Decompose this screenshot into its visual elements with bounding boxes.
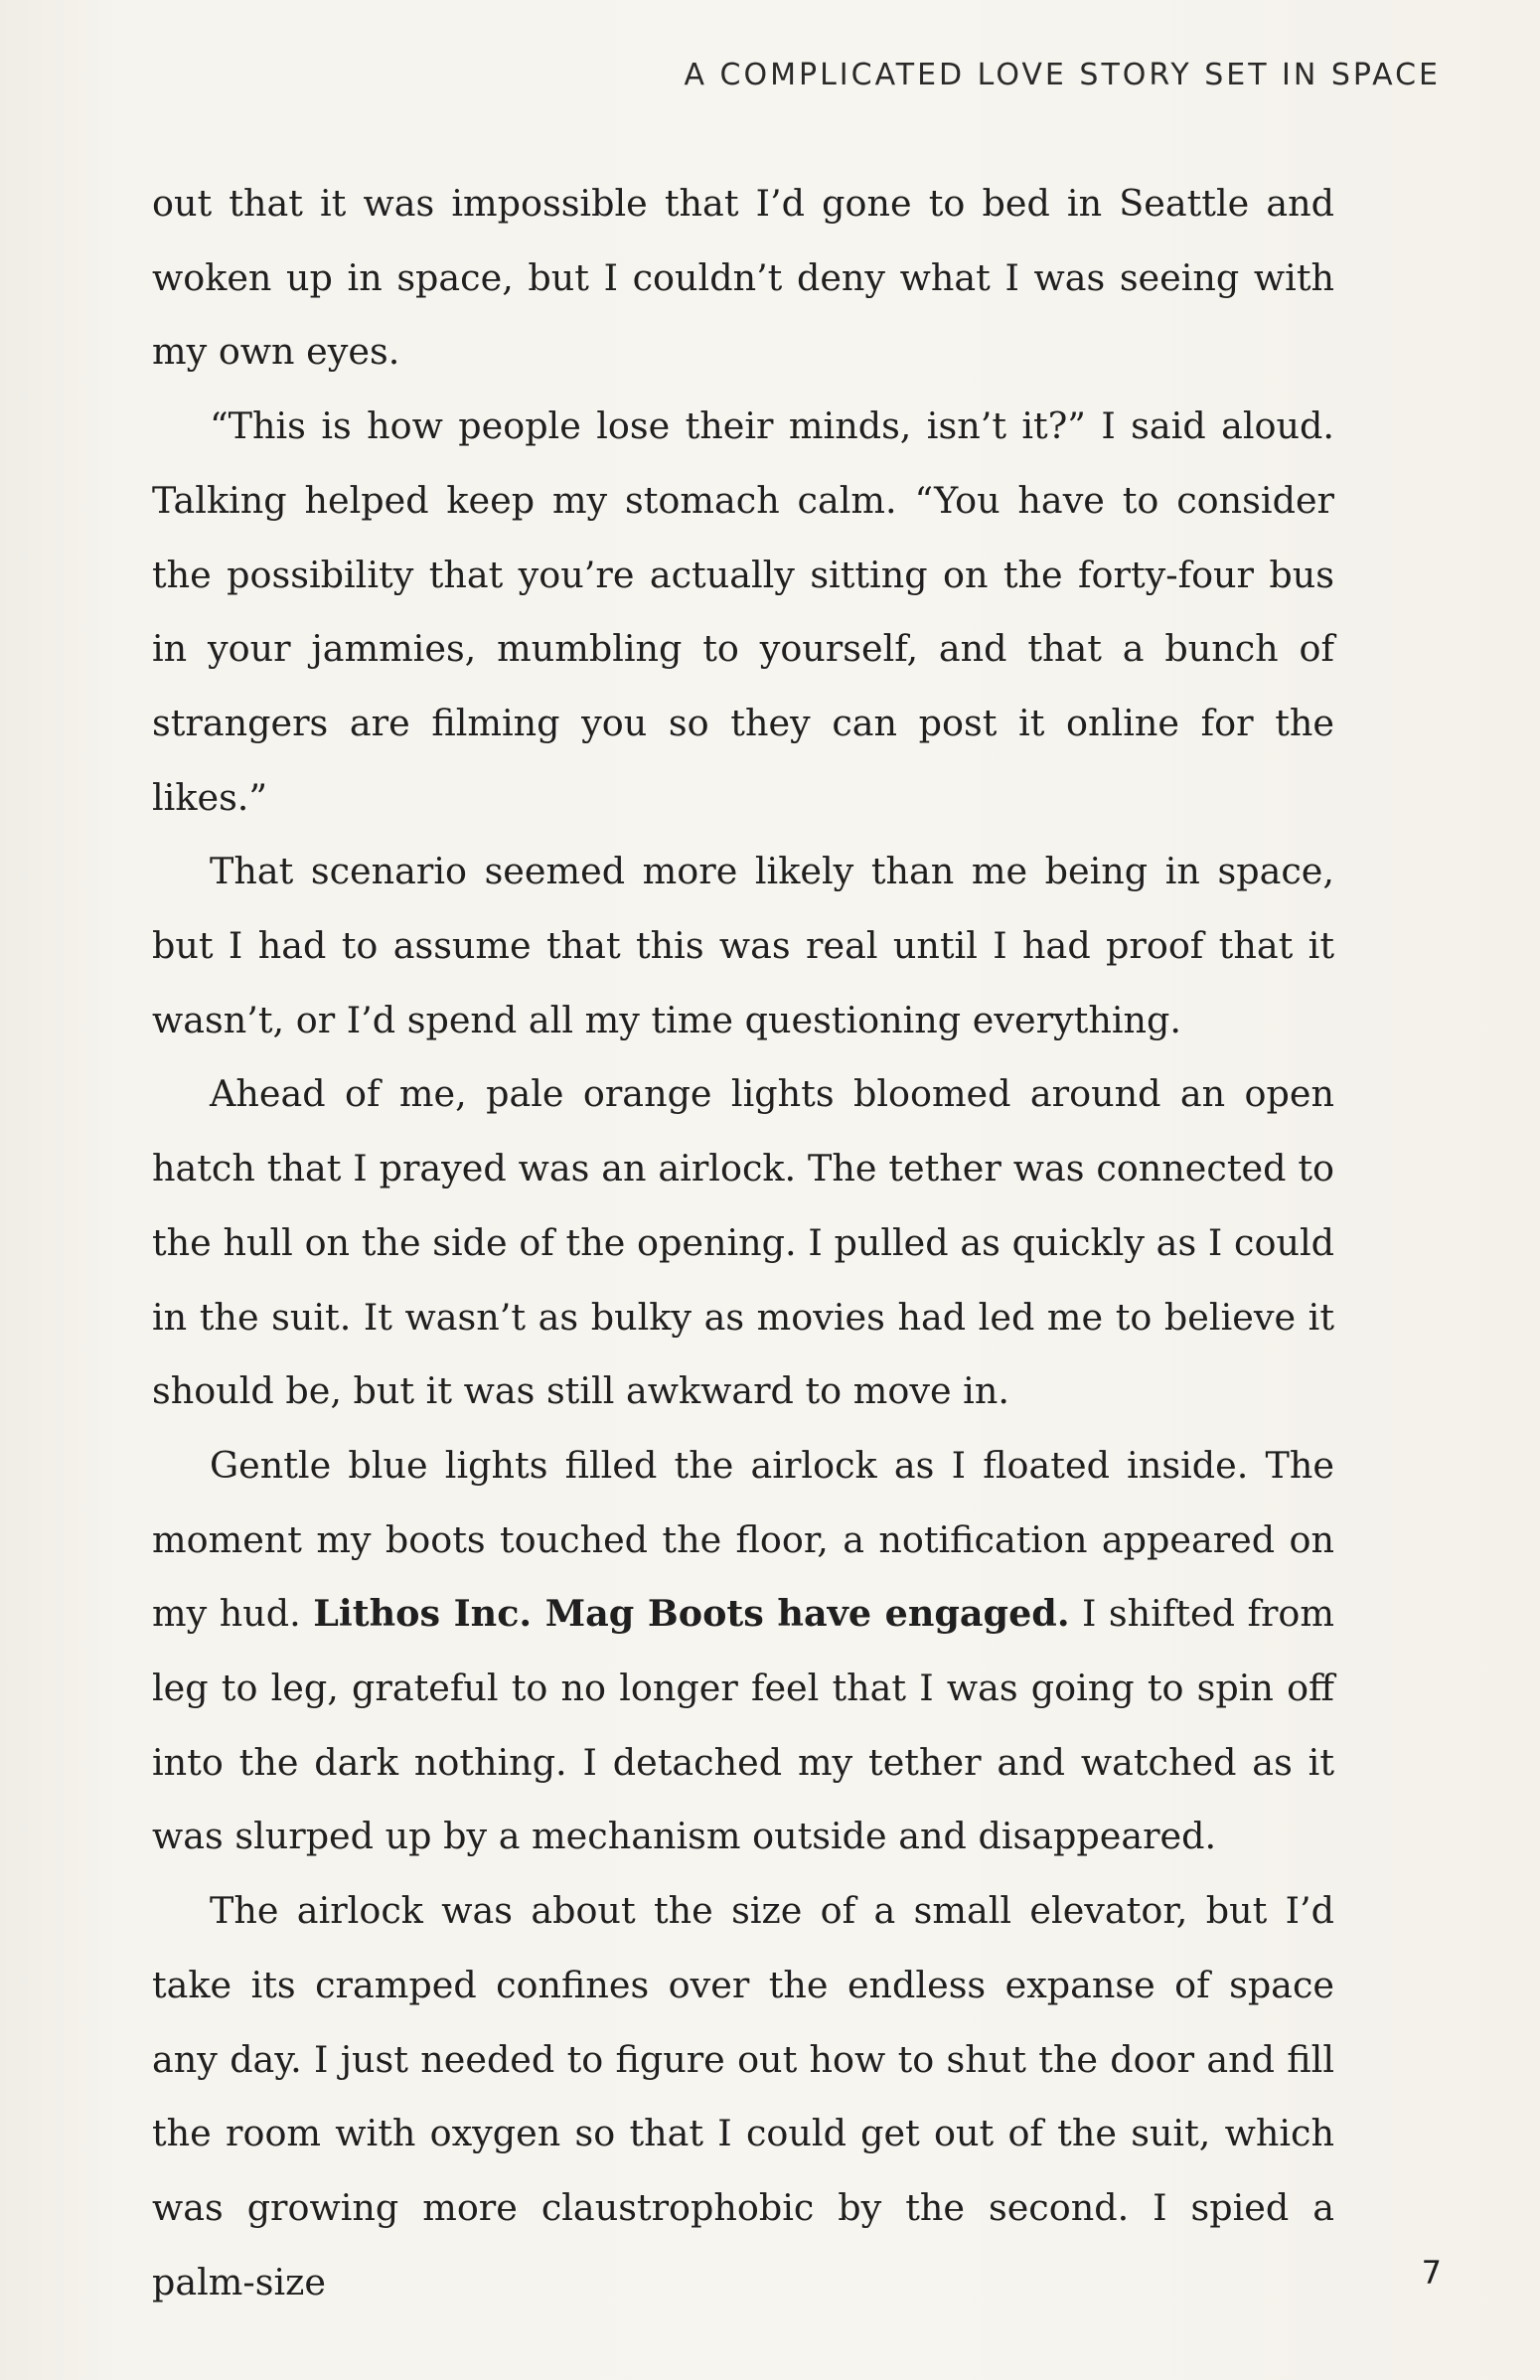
paragraph-3: That scenario seemed more likely than me being in space, but I had to assume that this was real until I had proof that it wasn’t, or I’d spend all my time questioning everything. [152, 850, 1334, 1041]
paragraph-5-before: Gentle blue lights filled the airlock as I floated inside. The moment my boots touched the floor, a notification appeared on my hud. [152, 1443, 1334, 1636]
paragraph-2: “This is how people lose their minds, isn’t it?” I said aloud. Talking helped keep my stomach calm. “You have to consider the possibility that you’re actually sitting on the forty-four bus in your jammies, mumbling to yourself, and that a bunch of strangers are filming you so they can post it online for the likes.” [152, 404, 1334, 819]
body-text [152, 167, 1334, 2319]
page-number: 7 [1421, 2254, 1442, 2292]
paragraph-4: Ahead of me, pale orange lights bloomed around an open hatch that I prayed was an airlock. The tether was connected to the hull on the side of the opening. I pulled as quickly as I could in the suit. It wasn’t as bulky as movies had led me to believe it should be, but it was still awkward to move in. [152, 1072, 1334, 1413]
paragraph-5-after: I shifted from leg to leg, grateful to no longer feel that I was going to spin off into the dark nothing. I detached my tether and watched as it was slurped up by a mechanism outside and disappeared. [152, 1592, 1335, 1858]
paragraph-6: The airlock was about the size of a small elevator, but I’d take its cramped confines over the endless expanse of space any day. I just needed to figure out how to shut the door and fill the room with oxygen so that I could get out of the suit, which was growing more claustrophobic by the second. I spied a palm-size [152, 1889, 1334, 2303]
hud-notification: Lithos Inc. Mag Boots have engaged. [313, 1592, 1070, 1636]
paragraph-1: out that it was impossible that I’d gone to bed in Seattle and woken up in space, but I couldn’t deny what I was seeing with my own eyes. [152, 182, 1334, 374]
paragraph-5 [152, 1429, 1334, 1874]
running-head: A COMPLICATED LOVE STORY SET IN SPACE [684, 58, 1441, 92]
